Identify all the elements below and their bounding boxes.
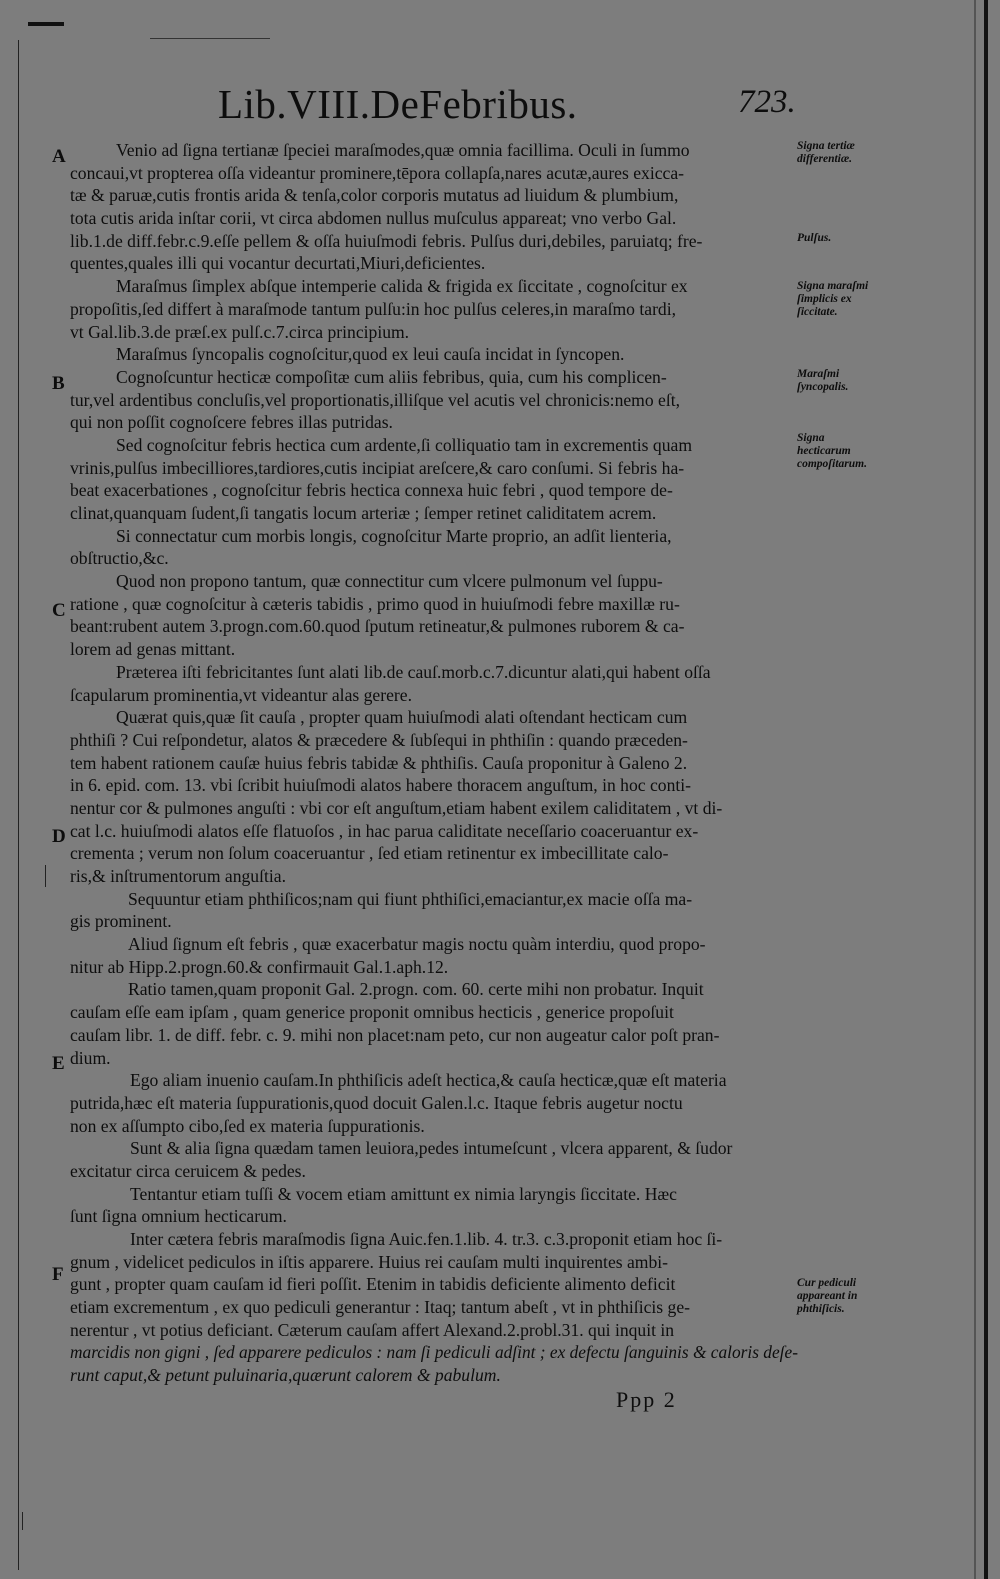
text-line: Ratio tamen,quam proponit Gal. 2.progn. com. 60. certe mihi non probatur. Inquit [128,979,704,1000]
text-line: beant:rubent autem 3.progn.com.60.quod ſputum retineatur,& pulmones ruborem & ca- [70,616,685,637]
text-line: vt Gal.lib.3.de præſ.ex pulſ.c.7.circa principium. [70,321,410,342]
text-line: Tentantur etiam tuſſi & vocem etiam amittunt ex nimia laryngis ſiccitate. Hæc [130,1183,677,1204]
text-line: phthiſi ? Cui reſpondetur, alatos & præcedere & ſubſequi in phthiſin : quando præceden- [70,729,688,750]
section-letter-b: B [52,373,65,394]
text-line: Quod non propono tantum, quæ connectitur cum vlcere pulmonum vel ſuppu- [116,571,663,592]
text-line: Maraſmus ſimplex abſque intemperie calida & frigida ex ſiccitate , cognoſcitur ex [116,276,688,297]
text-line: gunt , propter quam cauſam id fieri poſſit. Etenim in tabidis deficiente alimento deficit [70,1274,676,1295]
text-line: etiam excrementum , ex quo pediculi generantur : Itaq; tantum abeſt , vt in phthiſicis ge- [70,1297,690,1318]
text-line: Inter cætera febris maraſmodis ſigna Auic.fen.1.lib. 4. tr.3. c.3.proponit etiam hoc ſi- [130,1229,723,1249]
right-page-edge-inner [974,0,976,1579]
page-number: 723. [738,84,796,120]
section-letter-f: F [52,1264,64,1285]
text-line: Quærat quis,quæ ſit cauſa , propter quam huiuſmodi alati oſtendant hecticam cum [116,707,688,728]
text-line: putrida,hæc eſt materia ſuppurationis,quod docuit Galen.l.c. Itaque febris augetur noctu [70,1092,683,1113]
text-line: Sequuntur etiam phthiſicos;nam qui fiunt phthiſici,emaciantur,ex macie oſſa ma- [128,888,693,909]
text-line: Ego aliam inuenio cauſam.In phthiſicis adeſt hectica,& cauſa hecticæ,quæ eſt materia [130,1070,727,1091]
text-line: propoſitis,ſed differt à maraſmode tantum pulſu:in hoc pulſus celeres,in maraſmo tardi, [70,298,677,319]
text-line: nerentur , vt potius deficiant. Cæterum cauſam affert Alexand.2.probl.31. qui inquit in [70,1319,675,1340]
text-line: clinat,quanquam ſudent,ſi tangatis locum arteriæ ; ſemper retinet caliditatem acrem. [70,503,657,523]
margin-note: Signa tertiæ differentiæ. [797,140,855,165]
text-line: ſcapularum prominentia,vt videantur alas gerere. [70,684,412,705]
margin-note: Cur pediculi appareant in phthiſicis. [797,1277,858,1315]
text-line: Cognoſcuntur hecticæ compoſitæ cum aliis febribus, quia, cum his complicen- [116,366,667,387]
section-letter-c: C [52,600,66,621]
signature-mark: Ppp 2 [616,1387,677,1412]
text-line: gnum , videlicet pediculos in iſtis apparere. Huius rei cauſam multi inquirentes ambi- [70,1251,669,1272]
text-line: lib.1.de diff.febr.c.9.eſſe pellem & oſſa huiuſmodi febris. Pulſus duri,debiles, paruiatq; fre- [70,230,703,251]
text-line: qui non poſſit cognoſcere febres illas putridas. [70,412,393,433]
text-line: obſtructio,&c. [70,548,169,569]
text-line: in 6. epid. com. 13. vbi ſcribit huiuſmodi alatos habere thoracem anguſtum, in hoc conti- [70,775,692,796]
text-line: Præterea iſti febricitantes ſunt alati lib.de cauſ.morb.c.7.dicuntur alati,qui habent oſſa [116,661,711,682]
text-line: concaui,vt propterea oſſa videantur prominere,tēpora collapſa,nares acutæ,aures exicca- [70,162,685,183]
text-line: excitatur circa ceruicem & pedes. [70,1160,306,1181]
margin-note: Signa hecticarum compoſitarum. [797,432,867,470]
text-line: nentur cor & pulmones anguſti : vbi cor eſt anguſtum,etiam habent exilem caliditatem , vt di- [70,797,723,818]
text-line: tem habent rationem cauſæ huius febris tabidæ & phthiſis. Cauſa proponitur à Galeno 2. [70,752,688,773]
margin-note: Signa maraſmi ſimplicis ex ſiccitate. [797,280,869,318]
text-line: tota cutis arida inſtar corii, vt circa abdomen nullus muſculus appareat; vno verbo Gal. [70,208,677,229]
text-line: Sed cognoſcitur febris hectica cum ardente,ſi colliquatio tam in excrementis quam [116,434,692,455]
text-line: lorem ad genas mittant. [70,639,236,660]
text-line: gis prominent. [70,911,172,932]
margin-note: Maraſmi ſyncopalis. [797,368,849,393]
right-page-edge [984,0,988,1579]
margin-tick [45,865,46,887]
text-line: ſunt ſigna omnium hecticarum. [70,1206,287,1227]
text-line: nitur ab Hipp.2.progn.60.& confirmauit Gal.1.aph.12. [70,956,449,977]
text-line: ratione , quæ cognoſcitur à cæteris tabidis , primo quod in huiuſmodi febre maxillæ ru- [70,593,680,614]
text-line: Sunt & alia ſigna quædam tamen leuiora,pedes intumeſcunt , vlcera apparent, & ſudor [130,1138,733,1159]
section-letter-e: E [52,1053,65,1074]
text-line: marcidis non gigni , ſed apparere pediculos : nam ſi pediculi adſint ; ex defectu ſanguinis & caloris deſe- [70,1342,798,1363]
margin-note: Pulſus. [797,232,832,244]
text-line: crementa ; verum non ſolum coaceruantur , ſed etiam retinentur ex imbecillitate calo- [70,843,669,864]
text-line: non ex aſſumpto cibo,ſed ex materia ſuppurationis. [70,1115,425,1136]
text-line: cauſam eſſe eam ipſam , quam generice proponit omnibus hecticis , generice propoſuit [70,1002,674,1023]
text-line: Si connectatur cum morbis longis, cognoſcitur Marte proprio, an adſit lienteria, [116,525,672,546]
text-line: tur,vel ardentibus concluſis,vel proportionatis,illiſque vel acutis vel chronicis:nemo eſt, [70,389,681,410]
text-line: Aliud ſignum eſt febris , quæ exacerbatur magis noctu quàm interdiu, quod propo- [128,934,706,955]
left-page-edge [18,40,19,1570]
section-letter-d: D [52,826,66,847]
text-line: Venio ad ſigna tertianæ ſpeciei maraſmodes,quæ omnia facillima. Oculi in ſummo [116,140,690,160]
top-left-rule [28,22,64,26]
text-line: tæ & paruæ,cutis frontis arida & tenſa,color corporis mutatus ad liuidum & plumbium, [70,185,679,206]
text-line: Maraſmus ſyncopalis cognoſcitur,quod ex leui cauſa incidat in ſyncopen. [116,344,625,365]
section-letter-a: A [52,146,66,167]
text-line: beat exacerbationes , cognoſcitur febris hectica connexa huic febri , quod tempore de- [70,480,673,501]
text-line: ris,& inſtrumentorum anguſtia. [70,866,286,886]
text-line: quentes,quales illi qui vocantur decurtati,Miuri,deficientes. [70,253,486,274]
body-text [70,139,798,1387]
running-title: Lib.VIII.DeFebribus. [218,81,578,127]
text-line: cat l.c. huiuſmodi alatos eſſe flatuoſos , in hac parua caliditate neceſſario coaceruantur ex- [70,820,699,841]
text-line: runt caput,& petunt puluinaria,quærunt calorem & pabulum. [70,1365,501,1386]
text-line: vrinis,pulſus imbecilliores,tardiores,cutis incipiat areſcere,& caro conſumi. Si febris ha- [70,457,685,478]
top-rule [150,38,270,39]
text-line: dium. [70,1047,111,1068]
text-line: cauſam libr. 1. de diff. febr. c. 9. mihi non placet:nam peto, cur non augeatur calor poſt pran- [70,1024,720,1045]
margin-tick [22,1512,23,1530]
